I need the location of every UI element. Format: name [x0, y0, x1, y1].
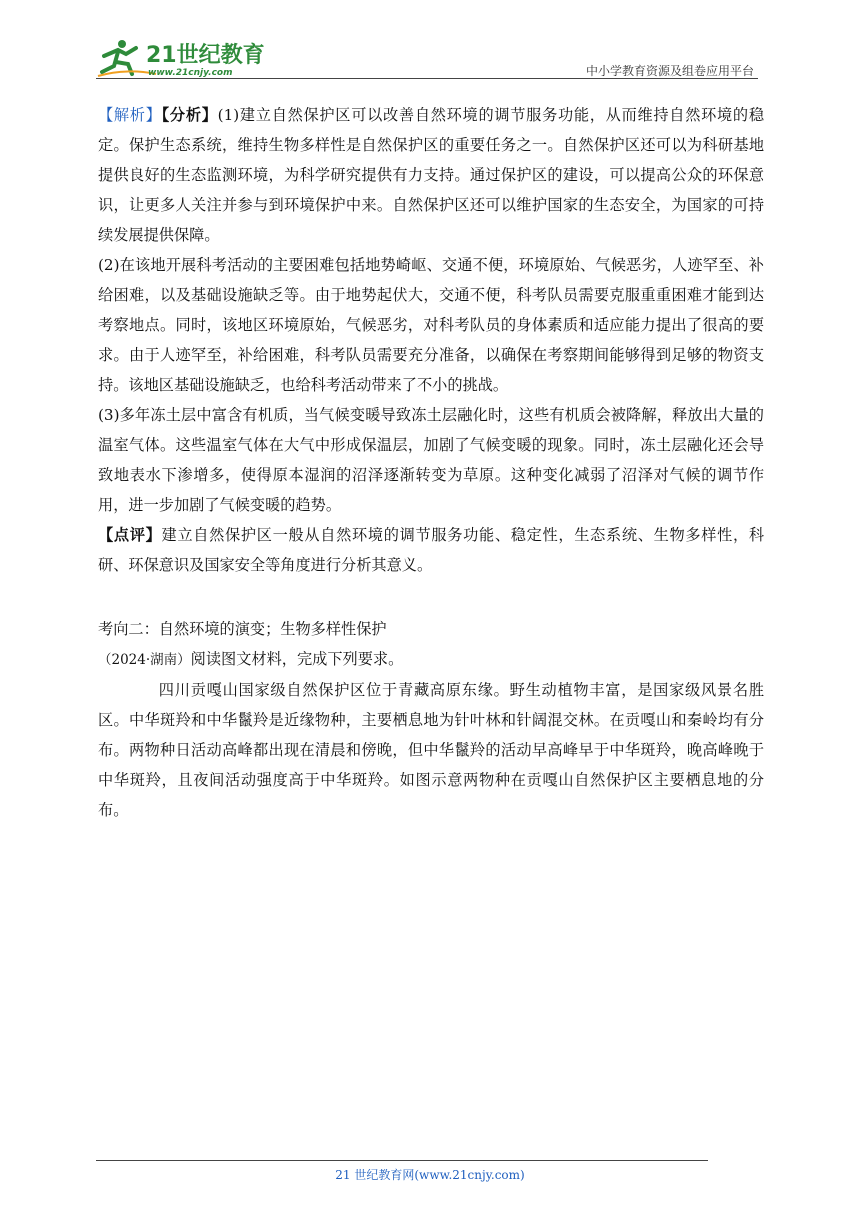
- page-header: [96, 30, 758, 78]
- fenxi-tag: 【分析】: [161, 106, 218, 124]
- platform-name: 中小学教育资源及组卷应用平台: [585, 64, 754, 78]
- analysis-tag: 【解析】: [98, 106, 162, 124]
- analysis-text-1: (1)建立自然保护区可以改善自然环境的调节服务功能，从而维持自然环境的稳定。保护生态系统，维持生物多样性是自然保护区的重要任务之一。自然保护区还可以为科研基地提供良好的生态监测环境，为科学研究提供有力支持。通过保护区的建设，可以提高公众的环保意识，让更多人关注并参与到环境保护中来。自然保护区还可以维护国家的生态安全，为国家的可持续发展提供保障。: [98, 106, 765, 244]
- analysis-paragraph-3: (3)多年冻土层中富含有机质，当气候变暖导致冻土层融化时，这些有机质会被降解，释放出大量的温室气体。这些温室气体在大气中形成保温层，加剧了气候变暖的现象。同时，冻土层融化还会导致地表水下渗增多，使得原本湿润的沼泽逐渐转变为草原。这种变化减弱了沼泽对气候的调节作用，进一步加剧了气候变暖的趋势。: [98, 406, 764, 514]
- dianping-paragraph: [98, 520, 764, 580]
- dianping-tag: 【点评】: [98, 526, 162, 544]
- analysis-paragraph-2: (2)在该地开展科考活动的主要困难包括地势崎岖、交通不便，环境原始、气候恶劣，人迹罕至、补给困难，以及基础设施缺乏等。由于地势起伏大，交通不便，科考队员需要克服重重困难才能到达考察地点。同时，该地区环境原始，气候恶劣，对科考队员的身体素质和适应能力提出了很高的要求。由于人迹罕至，补给困难，科考队员需要充分准备，以确保在考察期间能够得到足够的物资支持。该地区基础设施缺乏，也给科考活动带来了不小的挑战。: [98, 256, 764, 394]
- svg-text:www.21cnjy.com: www.21cnjy.com: [148, 68, 233, 78]
- dianping-text: 建立自然保护区一般从自然环境的调节服务功能、稳定性，生态系统、生物多样性，科研、环保意识及国家安全等角度进行分析其意义。: [98, 526, 765, 574]
- analysis-paragraph-1: [98, 100, 764, 250]
- logo-21cnjy: [96, 38, 266, 78]
- svg-text:21世纪教育: 21世纪教育: [146, 43, 265, 68]
- question-source-line: [98, 644, 764, 675]
- question-intro: 阅读图文材料，完成下列要求。: [190, 650, 404, 668]
- section-title: 考向二：自然环境的演变；生物多样性保护: [98, 620, 387, 638]
- question-source: （2024·湖南）: [98, 652, 191, 668]
- page-footer: 21 世纪教育网(www.21cnjy.com): [335, 1168, 525, 1182]
- document-body: [98, 100, 764, 825]
- footer-divider: [96, 1160, 708, 1161]
- material-paragraph: 四川贡嘎山国家级自然保护区位于青藏高原东缘。野生动植物丰富，是国家级风景名胜区。中华斑羚和中华鬣羚是近缘物种，主要栖息地为针叶林和针阔混交林。在贡嘎山和秦岭均有分布。两物种日活动高峰都出现在清晨和傍晚，但中华鬣羚的活动早高峰早于中华斑羚，晚高峰晚于中华斑羚，且夜间活动强度高于中华斑羚。如图示意两物种在贡嘎山自然保护区主要栖息地的分布。: [98, 681, 764, 819]
- header-divider: [96, 78, 758, 79]
